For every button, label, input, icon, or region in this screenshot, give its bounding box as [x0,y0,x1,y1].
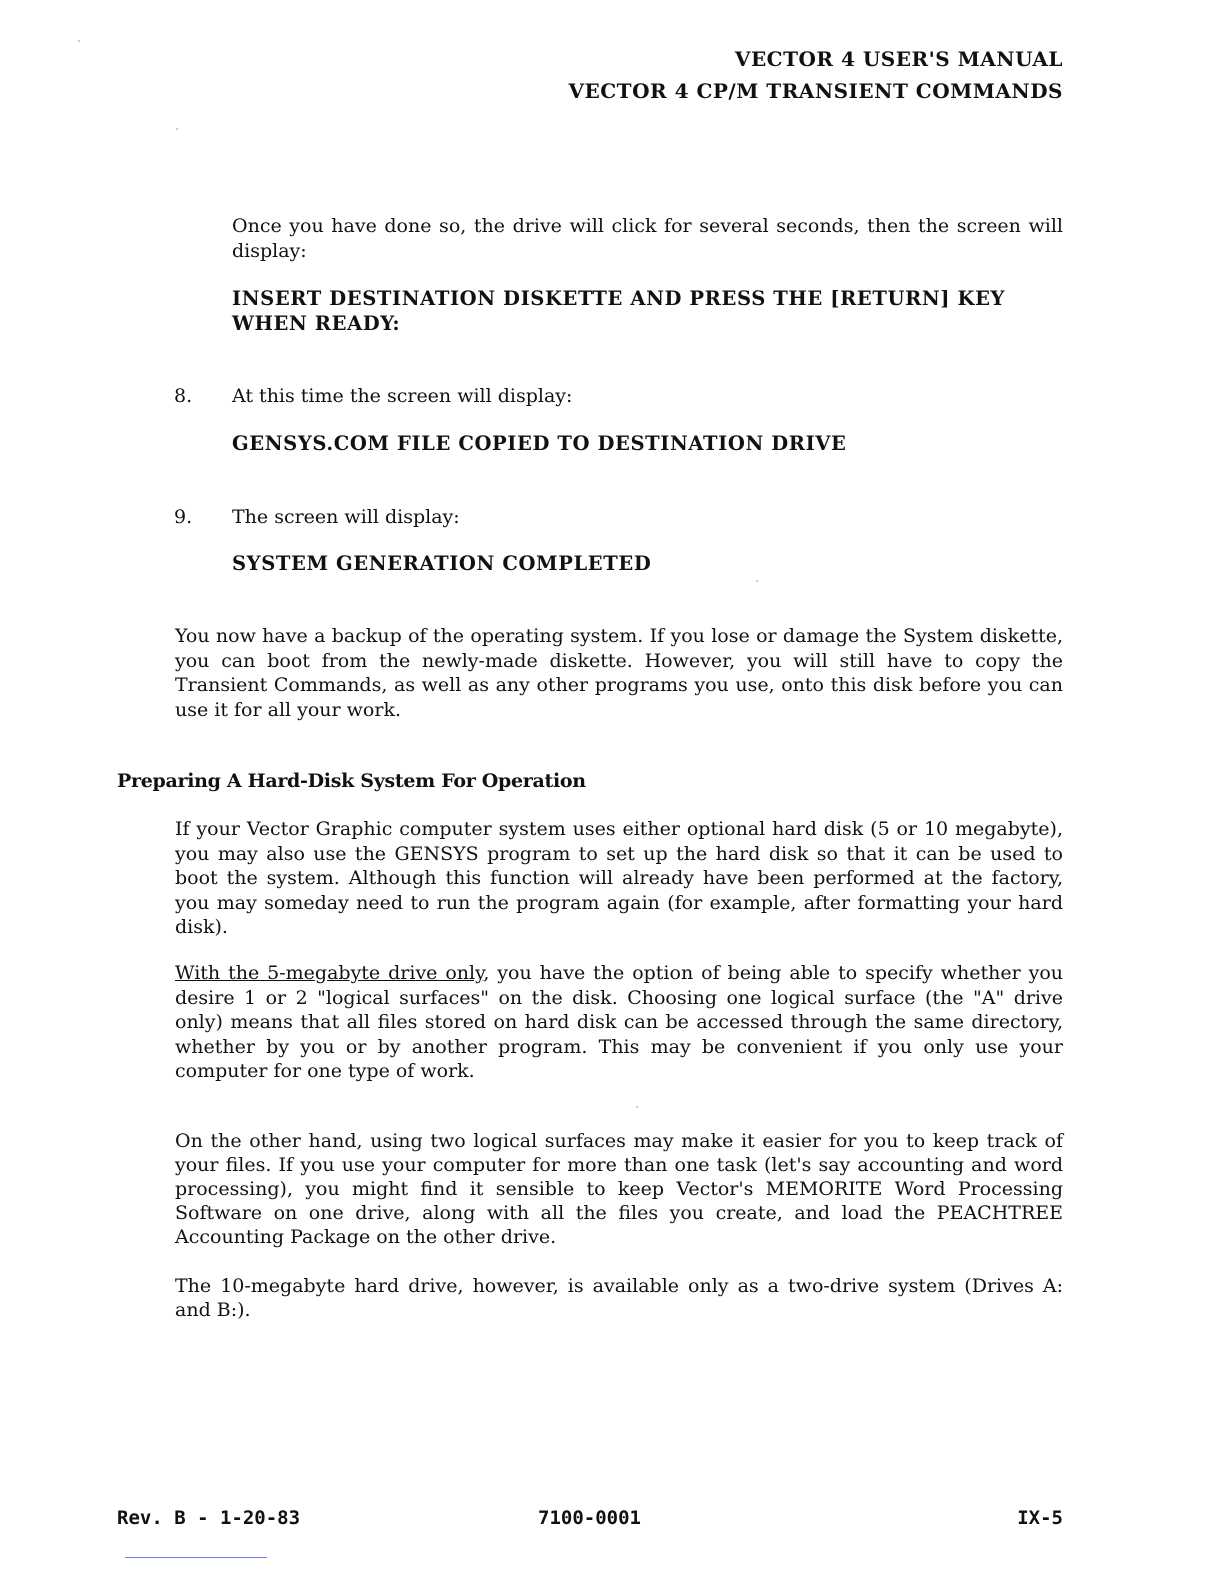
footer-revision: Rev. B - 1-20-83 [117,1507,301,1529]
hard-disk-paragraph-2 [175,961,1063,1084]
chapter-title-header: VECTOR 4 CP/M TRANSIENT COMMANDS [568,79,1063,103]
scan-speck [756,580,758,582]
footer-page-number: IX-5 [1017,1507,1063,1529]
scan-speck [78,40,80,42]
backup-paragraph: You now have a backup of the operating system. If you lose or damage the System diskette, you can boot from the newly-made diskette. However, you will still have to copy the Transient Commands, as well as any other programs you use, onto this disk before you can use it for all your work. [175,625,1063,721]
scan-speck [176,128,178,130]
scan-artifact-line [125,1557,267,1558]
screen-display-copied: GENSYS.COM FILE COPIED TO DESTINATION DRIVE [232,432,847,455]
step-8-number: 8. [174,385,193,407]
screen-display-insert-line-1: INSERT DESTINATION DISKETTE AND PRESS THE [RETURN] KEY [232,287,1006,310]
step-9-number: 9. [174,506,193,528]
hard-disk-paragraph-4: The 10-megabyte hard drive, however, is available only as a two-drive system (Drives A: and B:). [175,1275,1063,1321]
scan-speck [636,1106,638,1108]
footer-document-number: 7100-0001 [538,1507,641,1529]
screen-display-completed: SYSTEM GENERATION COMPLETED [232,552,652,575]
hard-disk-paragraph-1: If your Vector Graphic computer system uses either optional hard disk (5 or 10 megabyte), you may also use the GENSYS program to set up the hard disk so that it can be used to boot the system. Although this function will already have been performed at the factory, you may someday need to run the program again (for example, after formatting your hard disk). [175,818,1063,938]
step-8-text: At this time the screen will display: [232,385,573,407]
manual-title-header: VECTOR 4 USER'S MANUAL [734,47,1063,71]
intro-paragraph: Once you have done so, the drive will click for several seconds, then the screen will display: [232,215,1063,262]
underlined-emphasis: With the 5-megabyte drive only [175,962,484,984]
screen-display-insert-line-2: WHEN READY: [232,312,401,335]
hard-disk-paragraph-3: On the other hand, using two logical surfaces may make it easier for you to keep track of your files. If you use your computer for more than one task (let's say accounting and word processing), you might find it sensible to keep Vector's MEMORITE Word Processing Software on one drive, along with all the files you create, and load the PEACHTREE Accounting Package on the other drive. [175,1130,1063,1248]
paragraph-2-rest: , you have the option of being able to specify whether you desire 1 or 2 "logical surfaces" on the disk. Choosing one logical surface (the "A" drive only) means that all files stored on hard disk can be accessed through the same directory, whether by you or by another program. This may be convenient if you only use your computer for one type of work. [175,962,1064,1082]
section-heading: Preparing A Hard-Disk System For Operation [117,770,586,792]
step-9-text: The screen will display: [232,506,460,528]
